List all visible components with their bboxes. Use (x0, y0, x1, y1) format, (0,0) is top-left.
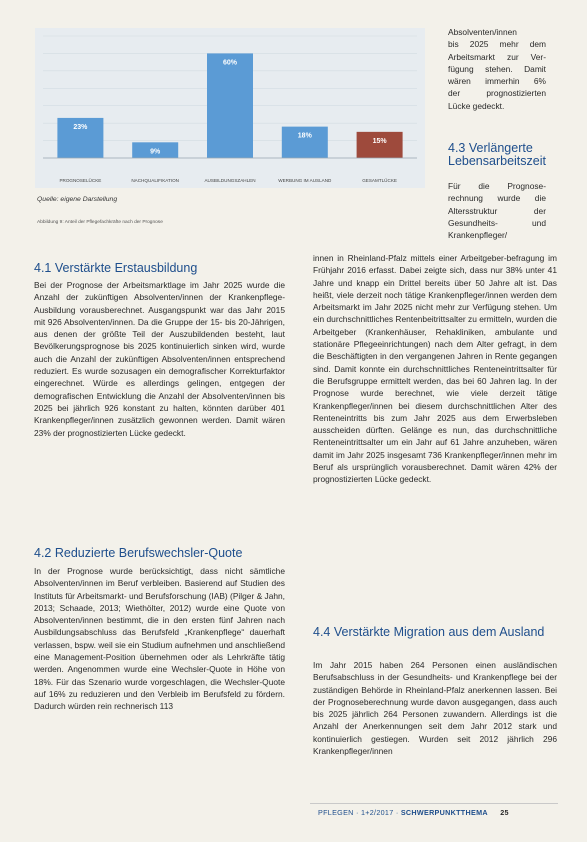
bar-4 (357, 132, 403, 158)
section-4-3-text: innen in Rheinland-Pfalz mittels einer Arbeitgeber-befragung im Frühjahr 2016 erfasst. Dabei zeigte sich, dass nur 38% unter 41 Jahre und knapp ein Drittel bereits über 50 Jahre alt ist. Das heißt, viele derzeit noch tätige Krankenpfleger/innen werden dem Arbeitsmarkt im Jahr 2025 nicht mehr zur Verfügung stehen. Um ein durchschnittliches Rentenbeitrittsalter zu ermitteln, wurden die Arbeitgeber (Krankenhäuser, Rehakliniken, ambulante und stationäre Pflegeeinrichtungen) nach dem Alter gefragt, in dem die Beschäftigten in den vergangenen Jahren in Rente gegangen sind. Damit konnte ein durchschnittliches Renteneintrittsalter für die Berufsgruppe ermittelt werden, das bei 60 Jahren lag. In der Prognose wurde berechnet, wie viele derzeit tätige Krankenpfleger/innen bei diesem durchschnittlichen Alter des Renteneintritts bis zum Jahr 2025 aus dem Erwerbsleben ausscheiden dürften. Gelänge es nun, das durchschnittliche Renteneintrittsalter um ein Jahr auf 61 Jahre anzuheben, wären damit im Jahr 2025 insgesamt 736 Krankenpfleger/innen mehr im Beruf als ursprünglich vorausberechnet. Damit wären 42% der prognostizierten Lücke gedeckt. (313, 253, 557, 485)
right-top-line: Absolventen/innen (448, 27, 517, 37)
section-4-3-title: 4.3 Verlängerte Lebensarbeitszeit (448, 141, 546, 168)
right-top-line: bis 2025 mehr dem (448, 39, 546, 50)
chart-source: Quelle: eigene Darstellung (37, 196, 118, 203)
right-top-line: wären immerhin 6% (448, 76, 546, 87)
footer-rule (310, 803, 558, 804)
bar-3 (282, 127, 328, 158)
right-top-line: der prognostizierten (448, 88, 546, 99)
x-tick-label-2: AUSBILDUNGSZAHLEN (204, 178, 256, 183)
right-top-line: Lücke gedeckt. (448, 100, 505, 111)
x-tick-label-3: WERBUNG IM AUSLAND (278, 178, 332, 183)
section-4-2-body (34, 565, 285, 713)
section-4-3-narrow-line: Krankenpfleger/ (448, 230, 508, 241)
page-footer (318, 808, 509, 817)
section-4-4-title: 4.4 Verstärkte Migration aus dem Ausland (313, 625, 545, 639)
section-4-3-narrow-line: rechnung wurde die (448, 193, 546, 204)
chart-svg (35, 28, 425, 188)
section-4-1-text: Bei der Prognose der Arbeitsmarktlage im Jahr 2025 wurde die Anzahl der zukünftigen Absolventen/innen der Krankenpflege-Ausbildung vorausberechnet. Ausgangspunkt war das Jahr 2015 mit 926 Absolventen/innen. Da die Gruppe der 15- bis 20-Jährigen, aus denen der größte Teil der Auszubildenden besteht, laut Bevölkerungsprognose bis 2025 kontinuierlich sinken wird, wurde auch die Anzahl der zukünftigen Absolventen/innen entsprechend reduziert. Es wurde sozusagen ein demografischer Korrekturfaktor eingerechnet. Würde es allerdings gelingen, entgegen der demografischen Entwicklung die Anzahl der Absolventen/innen bis 2025 bei jährlich 926 konstant zu halten, könnten darüber 401 Krankenpfleger/innen zusätzlich gewonnen werden. Damit wären 23% der prognostizierten Lücke gedeckt. (34, 280, 285, 438)
right-top-text (448, 26, 546, 112)
section-4-4-body (313, 659, 557, 757)
section-4-2-text: In der Prognose wurde berücksichtigt, dass nicht sämtliche Absolventen/innen im Beruf verbleiben. Basierend auf Studien des Instituts für Arbeitsmarkt- und Berufsforschung (IAB) (Pilger & Jahn, 2013; Schaade, 2013; Wiethölter, 2012) wurde eine Quote von Absolventen/innen bestimmt, die in den ersten fünf Jahren nach Ausbildungsabschluss das Berufsfeld „Krankenpflege“ dauerhaft verlassen, bspw. weil sie ein Studium aufnehmen und anschließend eine Management-Position übernehmen oder als Lehrkräfte tätig werden. Angenommen wurde eine Wechsler-Quote in Höhe von 18%. Für das Szenario wurde vorgeschlagen, die Wechsler-Quote auf 16% zu reduzieren und den Verbleib im Berufsfeld zu fördern. Dadurch würden rein rechnerisch 113 (34, 566, 285, 712)
x-tick-label-4: GESAMTLÜCKE (362, 178, 397, 183)
footer-page-number: 25 (500, 808, 509, 817)
right-top-line: fügung stehen. Damit (448, 63, 546, 74)
data-label-2: 60% (222, 59, 238, 67)
footer-journal: PFLEGEN · 1+2/2017 · (318, 808, 401, 817)
right-top-line: Arbeitsmarkt zur Ver- (448, 51, 546, 62)
x-tick-label-1: NACHQUALIFIKATION (131, 178, 180, 183)
section-4-1-body (34, 279, 285, 439)
section-4-3-narrow-line: Für die Prognose- (448, 181, 546, 191)
section-4-3-body (313, 252, 557, 486)
section-4-4-text: Im Jahr 2015 haben 264 Personen einen ausländischen Berufsabschluss in der Gesundheits- und Krankenpflege bei der zuständigen Behörde in Rheinland-Pfalz anerkennen lassen. Bei der Prognoseberechnung wurde davon ausgegangen, dass auch bis 2025 jährlich 264 Personen zuwandern. Allerdings ist die Anzahl der Anerkennungen seit dem Jahr 2012 stark und kontinuierlich gestiegen. Wurden seit 2012 jährlich 296 Krankenpfleger/innen (313, 660, 557, 757)
section-4-3-narrow-line: Altersstruktur der (448, 205, 546, 216)
data-label-1: 9% (150, 148, 161, 156)
data-label-0: 23% (73, 123, 88, 131)
chart-caption: Abbildung 9: Anteil der Pflegefachkräfte nach der Prognose (37, 220, 163, 225)
section-4-3-narrow-line: Gesundheits- und (448, 217, 546, 228)
footer-section: SCHWERPUNKTTHEMA (400, 808, 488, 817)
section-4-3-narrow (448, 180, 546, 241)
x-tick-label-0: PROGNOSELÜCKE (59, 178, 102, 183)
data-label-3: 18% (297, 132, 312, 140)
section-4-2-title: 4.2 Reduzierte Berufswechsler-Quote (34, 546, 243, 560)
section-4-1-title: 4.1 Verstärkte Erstausbildung (34, 261, 198, 275)
data-label-4: 15% (372, 137, 387, 145)
bar-chart (35, 28, 425, 188)
bar-2 (207, 53, 253, 158)
